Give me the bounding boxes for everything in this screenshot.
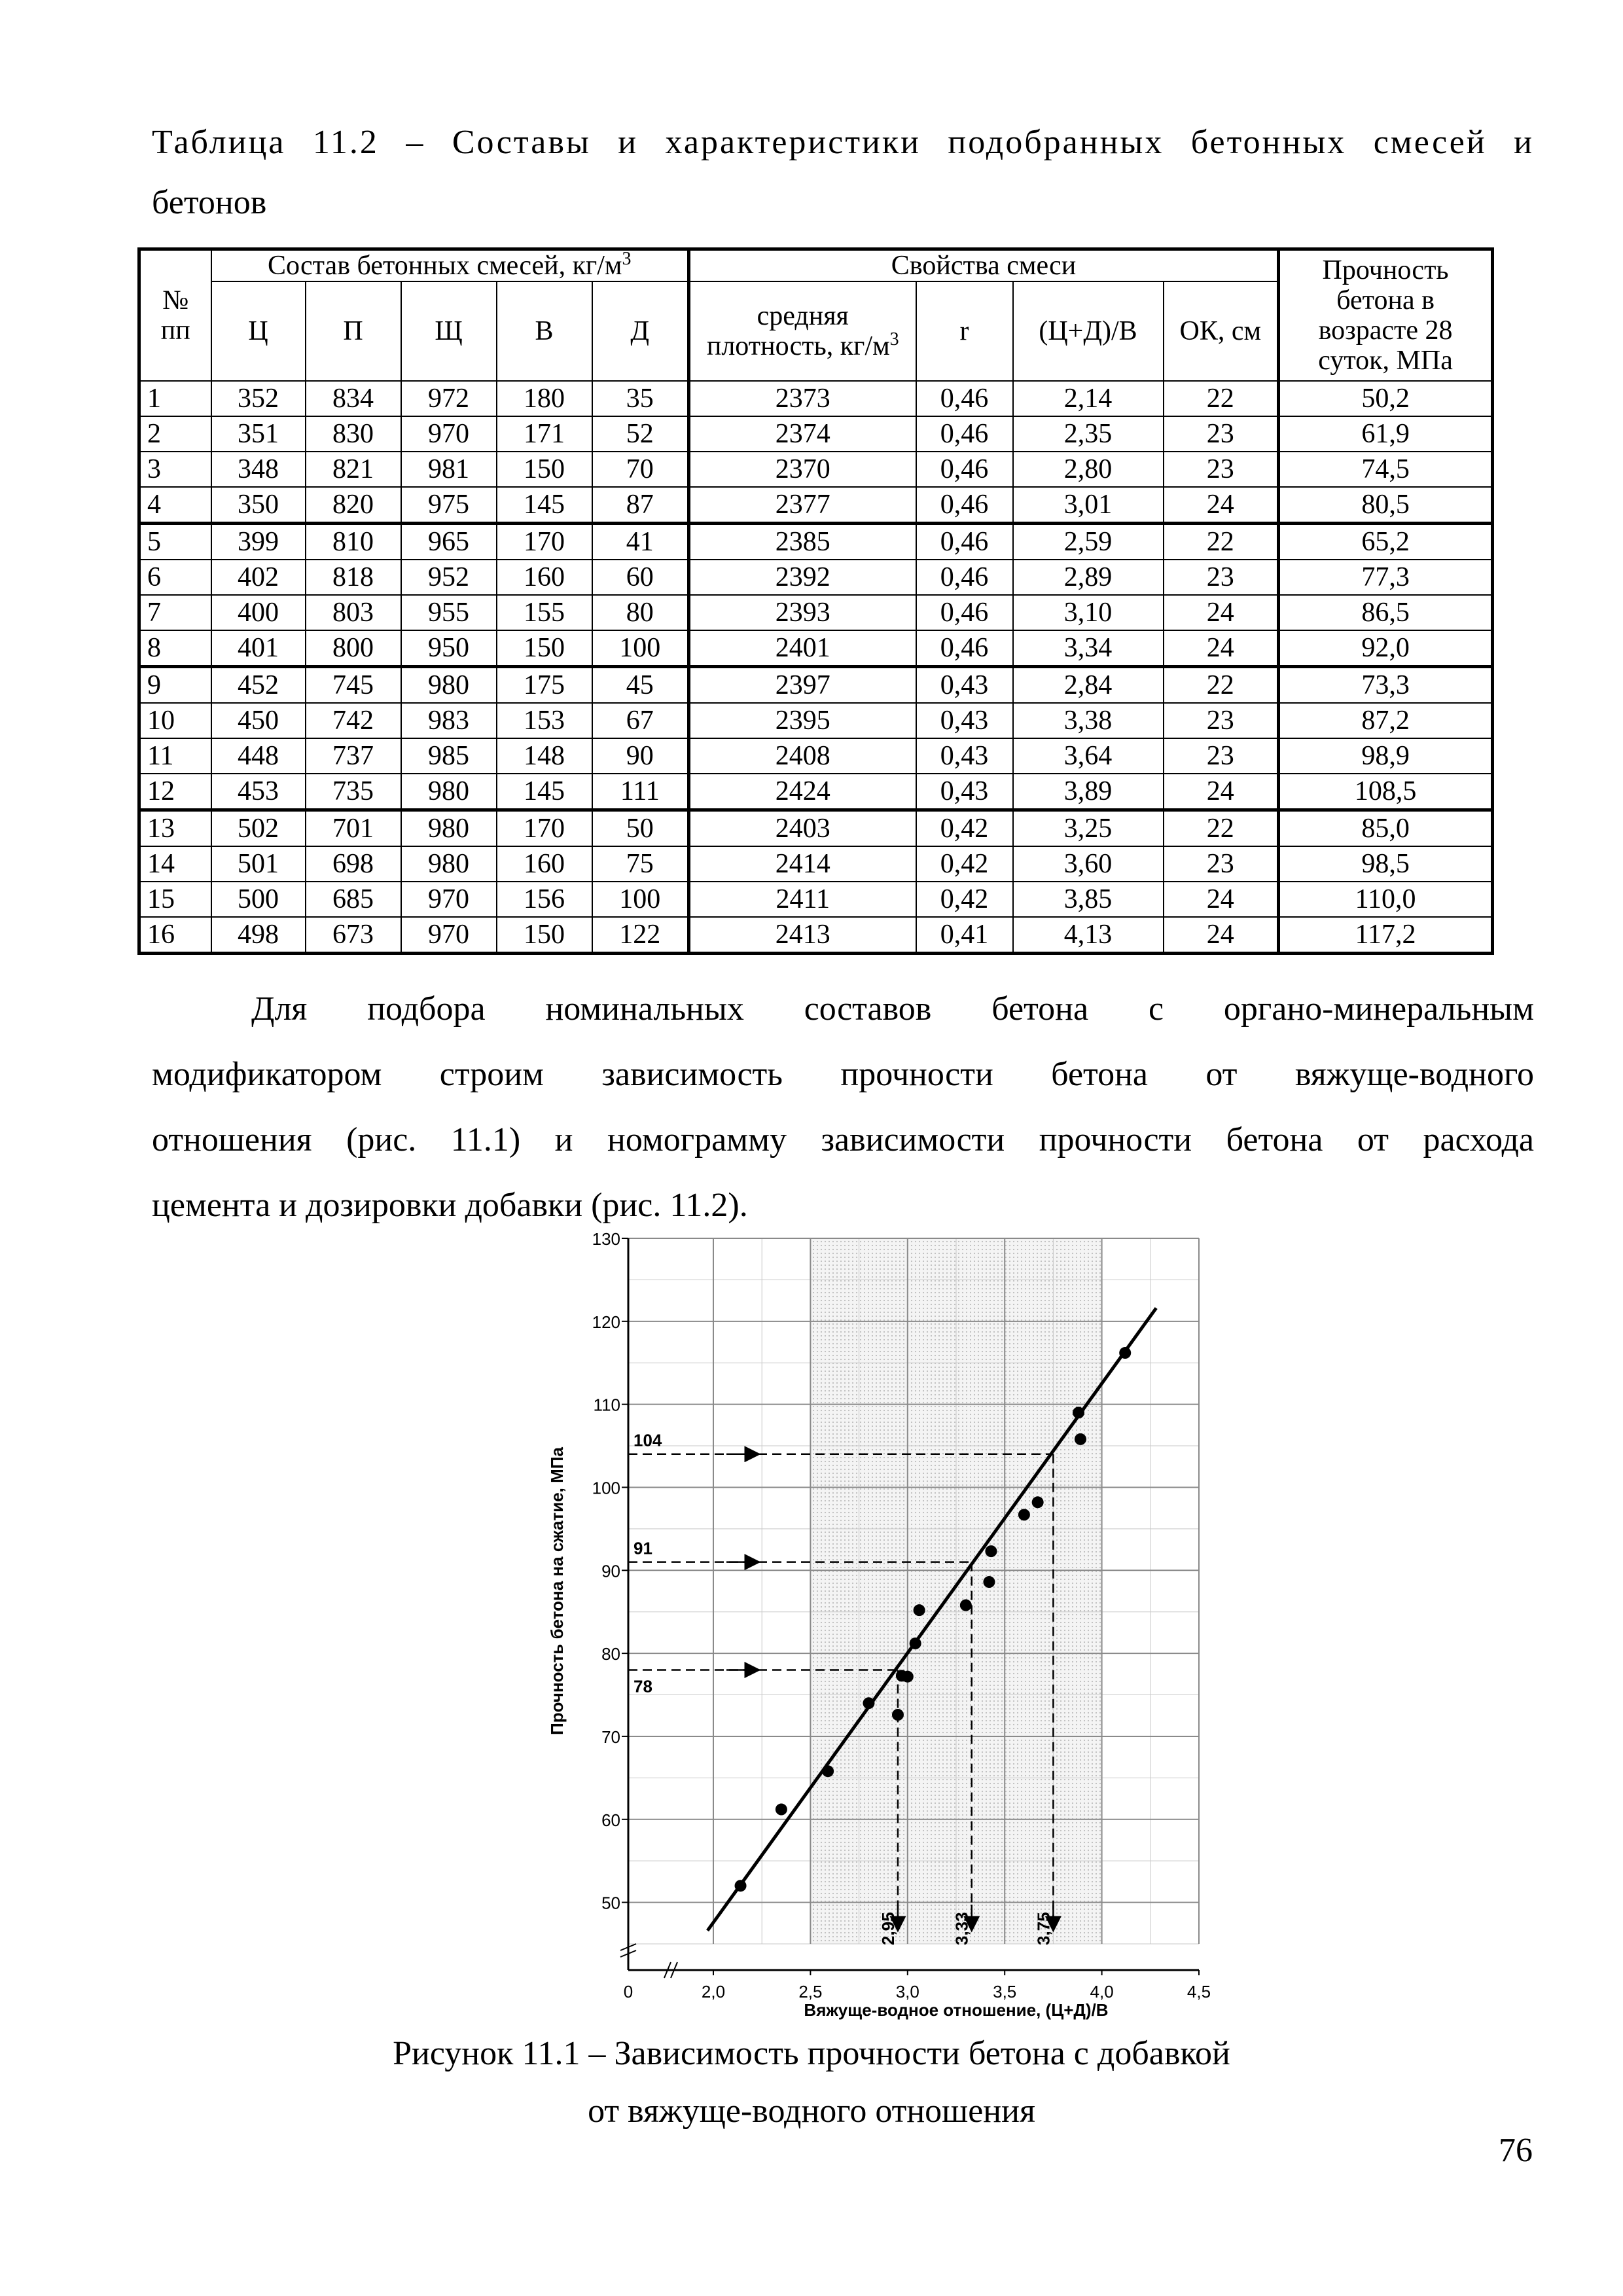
cell-cement: 498 [211,917,306,954]
table-row [139,882,1493,917]
cell-gravel: 981 [401,452,497,487]
cell-ratio: 3,85 [1013,882,1164,917]
data-point [1075,1433,1086,1445]
header-composition: Состав бетонных смесей, $кг/м^3$ [211,249,689,282]
cell-cement: 350 [211,487,306,524]
cell-sand: 698 [306,846,401,882]
cell-slump: 23 [1164,846,1279,882]
cell-slump: 23 [1164,703,1279,738]
data-point [822,1765,834,1777]
data-point [960,1600,972,1611]
table-row [139,630,1493,667]
cell-water: 153 [497,703,592,738]
cell-additive: 45 [592,667,689,704]
cell-r: 0,46 [916,630,1013,667]
header-r: r [916,281,1013,381]
cell-additive: 122 [592,917,689,954]
cell-sand: 735 [306,774,401,810]
cell-r: 0,42 [916,810,1013,847]
cell-sand: 830 [306,416,401,452]
cell-strength: 74,5 [1279,452,1493,487]
cell-ratio: 3,10 [1013,595,1164,630]
x-tick-label: 4,0 [1090,1982,1114,2001]
cell-slump: 24 [1164,595,1279,630]
cell-gravel: 970 [401,917,497,954]
cell-strength: 85,0 [1279,810,1493,847]
cell-gravel: 970 [401,882,497,917]
cell-additive: 87 [592,487,689,524]
cell-r: 0,46 [916,524,1013,560]
data-point [892,1709,904,1721]
cell-density: 2411 [689,882,916,917]
guide-y-label: 78 [633,1676,652,1696]
cell-row-number: 2 [139,416,211,452]
cell-row-number: 4 [139,487,211,524]
cell-density: 2413 [689,917,916,954]
body-paragraph [152,977,1534,1238]
page-number: 76 [1499,2132,1533,2169]
cell-slump: 22 [1164,667,1279,704]
cell-slump: 22 [1164,524,1279,560]
y-tick-label: 70 [601,1727,620,1747]
cell-r: 0,46 [916,487,1013,524]
cell-water: 170 [497,810,592,847]
cell-gravel: 972 [401,381,497,416]
cell-water: 150 [497,917,592,954]
x-tick-label: 3,5 [993,1982,1017,2001]
cell-gravel: 985 [401,738,497,774]
cell-r: 0,42 [916,846,1013,882]
header-water: В [497,281,592,381]
table-row [139,703,1493,738]
table-body [139,381,1493,954]
x-tick-label: 2,0 [701,1982,726,2001]
cell-additive: 70 [592,452,689,487]
strength-ratio-chart [537,1224,1243,2022]
cell-r: 0,46 [916,416,1013,452]
table-row [139,810,1493,847]
cell-gravel: 975 [401,487,497,524]
cell-cement: 352 [211,381,306,416]
cell-cement: 501 [211,846,306,882]
header-ratio: (Ц+Д)/В [1013,281,1164,381]
cell-additive: 100 [592,630,689,667]
cell-density: 2392 [689,560,916,595]
cell-ratio: 2,89 [1013,560,1164,595]
data-point [1119,1347,1131,1359]
cell-density: 2408 [689,738,916,774]
cell-additive: 50 [592,810,689,847]
cell-water: 180 [497,381,592,416]
header-strength: Прочность бетона в возрасте 28 суток, МПа [1279,249,1493,382]
table-row [139,846,1493,882]
data-point [914,1604,925,1616]
data-point [910,1638,921,1649]
cell-slump: 24 [1164,487,1279,524]
cell-row-number: 9 [139,667,211,704]
data-point [1032,1496,1044,1508]
cell-water: 175 [497,667,592,704]
data-point [902,1671,914,1683]
y-tick-label: 90 [601,1561,620,1581]
cell-ratio: 3,38 [1013,703,1164,738]
cell-additive: 67 [592,703,689,738]
cell-row-number: 3 [139,452,211,487]
guide-y-label: 104 [633,1430,662,1450]
cell-additive: 35 [592,381,689,416]
data-point [863,1697,874,1709]
cell-water: 150 [497,630,592,667]
cell-gravel: 952 [401,560,497,595]
cell-density: 2403 [689,810,916,847]
cell-slump: 24 [1164,774,1279,810]
guide-y-label: 91 [633,1538,652,1558]
cell-slump: 23 [1164,452,1279,487]
cell-gravel: 983 [401,703,497,738]
cell-slump: 22 [1164,381,1279,416]
cell-strength: 73,3 [1279,667,1493,704]
table-row [139,595,1493,630]
table-row [139,560,1493,595]
cell-sand: 834 [306,381,401,416]
cell-additive: 100 [592,882,689,917]
cell-cement: 450 [211,703,306,738]
mix-composition-table [137,247,1494,955]
cell-density: 2397 [689,667,916,704]
cell-slump: 23 [1164,416,1279,452]
cell-density: 2374 [689,416,916,452]
cell-additive: 111 [592,774,689,810]
header-additive: Д [592,281,689,381]
cell-water: 145 [497,487,592,524]
cell-density: 2377 [689,487,916,524]
cell-cement: 502 [211,810,306,847]
cell-row-number: 13 [139,810,211,847]
header-gravel: Щ [401,281,497,381]
cell-ratio: 3,01 [1013,487,1164,524]
cell-density: 2424 [689,774,916,810]
cell-density: 2393 [689,595,916,630]
cell-row-number: 12 [139,774,211,810]
cell-slump: 23 [1164,560,1279,595]
cell-sand: 818 [306,560,401,595]
cell-strength: 108,5 [1279,774,1493,810]
cell-cement: 448 [211,738,306,774]
data-point [985,1545,997,1557]
table-caption-continued: бетонов [152,184,267,221]
header-slump: ОК, см [1164,281,1279,381]
cell-strength: 77,3 [1279,560,1493,595]
cell-gravel: 980 [401,667,497,704]
y-tick-label: 100 [592,1478,620,1498]
paragraph-line: цемента и дозировки добавки (рис. 11.2). [152,1187,748,1224]
cell-ratio: 3,34 [1013,630,1164,667]
cell-strength: 98,5 [1279,846,1493,882]
cell-cement: 500 [211,882,306,917]
cell-slump: 22 [1164,810,1279,847]
cell-water: 156 [497,882,592,917]
cell-cement: 402 [211,560,306,595]
cell-sand: 742 [306,703,401,738]
y-tick-label: 50 [601,1893,620,1913]
table-row [139,667,1493,704]
cell-sand: 800 [306,630,401,667]
y-tick-label: 110 [593,1395,620,1415]
cell-water: 150 [497,452,592,487]
cell-gravel: 970 [401,416,497,452]
cell-ratio: 2,59 [1013,524,1164,560]
x-origin-label: 0 [623,1982,633,2001]
cell-strength: 50,2 [1279,381,1493,416]
cell-sand: 737 [306,738,401,774]
cell-strength: 117,2 [1279,917,1493,954]
cell-sand: 821 [306,452,401,487]
cell-cement: 348 [211,452,306,487]
cell-water: 160 [497,560,592,595]
cell-ratio: 3,60 [1013,846,1164,882]
x-tick-label: 2,5 [798,1982,823,2001]
cell-strength: 61,9 [1279,416,1493,452]
header-density: средняя плотность, $кг/м^3$ [689,281,916,381]
y-axis-title: Прочность бетона на сжатие, МПа [547,1447,567,1735]
figure-caption: Рисунок 11.1 – Зависимость прочности бетона с добавкой [393,2035,1230,2072]
cell-sand: 745 [306,667,401,704]
cell-additive: 75 [592,846,689,882]
paragraph-line: отношения (рис. 11.1) и номограмму зависимости прочности бетона от расхода [152,1121,1534,1158]
cell-cement: 351 [211,416,306,452]
cell-gravel: 965 [401,524,497,560]
y-tick-label: 60 [601,1810,620,1830]
cell-row-number: 15 [139,882,211,917]
cell-row-number: 5 [139,524,211,560]
table-row [139,381,1493,416]
cell-gravel: 980 [401,774,497,810]
cell-cement: 400 [211,595,306,630]
cell-r: 0,46 [916,381,1013,416]
cell-slump: 24 [1164,882,1279,917]
cell-row-number: 6 [139,560,211,595]
cell-strength: 65,2 [1279,524,1493,560]
y-tick-label: 80 [601,1644,620,1664]
paragraph-line: Для подбора номинальных составов бетона с органо-минеральным [251,990,1534,1028]
cell-density: 2370 [689,452,916,487]
header-number: № пп [139,249,211,382]
cell-gravel: 950 [401,630,497,667]
table-row [139,917,1493,954]
cell-ratio: 2,80 [1013,452,1164,487]
cell-ratio: 2,14 [1013,381,1164,416]
cell-row-number: 11 [139,738,211,774]
data-point [983,1576,995,1588]
cell-cement: 399 [211,524,306,560]
cell-sand: 810 [306,524,401,560]
cell-density: 2385 [689,524,916,560]
cell-r: 0,43 [916,667,1013,704]
cell-r: 0,46 [916,560,1013,595]
table-row [139,774,1493,810]
data-point [735,1880,747,1892]
cell-row-number: 14 [139,846,211,882]
cell-row-number: 16 [139,917,211,954]
cell-additive: 90 [592,738,689,774]
table-row [139,452,1493,487]
table-row [139,738,1493,774]
y-tick-label: 130 [592,1229,620,1249]
cell-cement: 453 [211,774,306,810]
x-tick-label: 4,5 [1186,1982,1211,2001]
cell-gravel: 980 [401,846,497,882]
cell-row-number: 10 [139,703,211,738]
cell-density: 2373 [689,381,916,416]
cell-r: 0,43 [916,703,1013,738]
cell-additive: 80 [592,595,689,630]
cell-strength: 80,5 [1279,487,1493,524]
table-row [139,416,1493,452]
header-sand: П [306,281,401,381]
cell-r: 0,43 [916,774,1013,810]
cell-ratio: 2,84 [1013,667,1164,704]
data-point [1018,1509,1030,1520]
cell-row-number: 1 [139,381,211,416]
cell-slump: 24 [1164,630,1279,667]
cell-strength: 86,5 [1279,595,1493,630]
cell-water: 148 [497,738,592,774]
cell-slump: 23 [1164,738,1279,774]
cell-ratio: 3,25 [1013,810,1164,847]
paragraph-line: модификатором строим зависимость прочности бетона от вяжуще-водного [152,1056,1534,1093]
cell-water: 160 [497,846,592,882]
x-tick-label: 3,0 [895,1982,919,2001]
cell-water: 155 [497,595,592,630]
cell-ratio: 4,13 [1013,917,1164,954]
cell-cement: 452 [211,667,306,704]
guide-x-label: 2,95 [878,1912,898,1945]
table-caption: Таблица 11.2 – Составы и характеристики подобранных бетонных смесей и [152,124,1534,161]
data-point [776,1804,787,1816]
figure-caption-continued: от вяжуще-водного отношения [588,2092,1035,2130]
cell-r: 0,43 [916,738,1013,774]
cell-sand: 685 [306,882,401,917]
cell-strength: 92,0 [1279,630,1493,667]
cell-ratio: 2,35 [1013,416,1164,452]
cell-density: 2414 [689,846,916,882]
cell-r: 0,46 [916,595,1013,630]
cell-strength: 87,2 [1279,703,1493,738]
cell-strength: 98,9 [1279,738,1493,774]
cell-gravel: 980 [401,810,497,847]
cell-water: 145 [497,774,592,810]
cell-additive: 41 [592,524,689,560]
cell-gravel: 955 [401,595,497,630]
header-cement: Ц [211,281,306,381]
table-row [139,487,1493,524]
guide-x-label: 3,75 [1033,1912,1054,1945]
cell-row-number: 8 [139,630,211,667]
y-tick-label: 120 [592,1312,620,1332]
cell-water: 171 [497,416,592,452]
cell-cement: 401 [211,630,306,667]
header-properties: Свойства смеси [689,249,1279,282]
x-axis-title: Вяжуще-водное отношение, (Ц+Д)/В [804,2000,1109,2020]
cell-density: 2401 [689,630,916,667]
cell-r: 0,42 [916,882,1013,917]
cell-water: 170 [497,524,592,560]
cell-additive: 52 [592,416,689,452]
data-point [1073,1407,1084,1418]
table-row [139,524,1493,560]
cell-additive: 60 [592,560,689,595]
cell-ratio: 3,89 [1013,774,1164,810]
cell-r: 0,46 [916,452,1013,487]
cell-sand: 701 [306,810,401,847]
cell-sand: 803 [306,595,401,630]
cell-r: 0,41 [916,917,1013,954]
guide-x-label: 3,33 [952,1912,972,1945]
cell-density: 2395 [689,703,916,738]
cell-row-number: 7 [139,595,211,630]
cell-slump: 24 [1164,917,1279,954]
cell-sand: 820 [306,487,401,524]
cell-sand: 673 [306,917,401,954]
cell-strength: 110,0 [1279,882,1493,917]
cell-ratio: 3,64 [1013,738,1164,774]
